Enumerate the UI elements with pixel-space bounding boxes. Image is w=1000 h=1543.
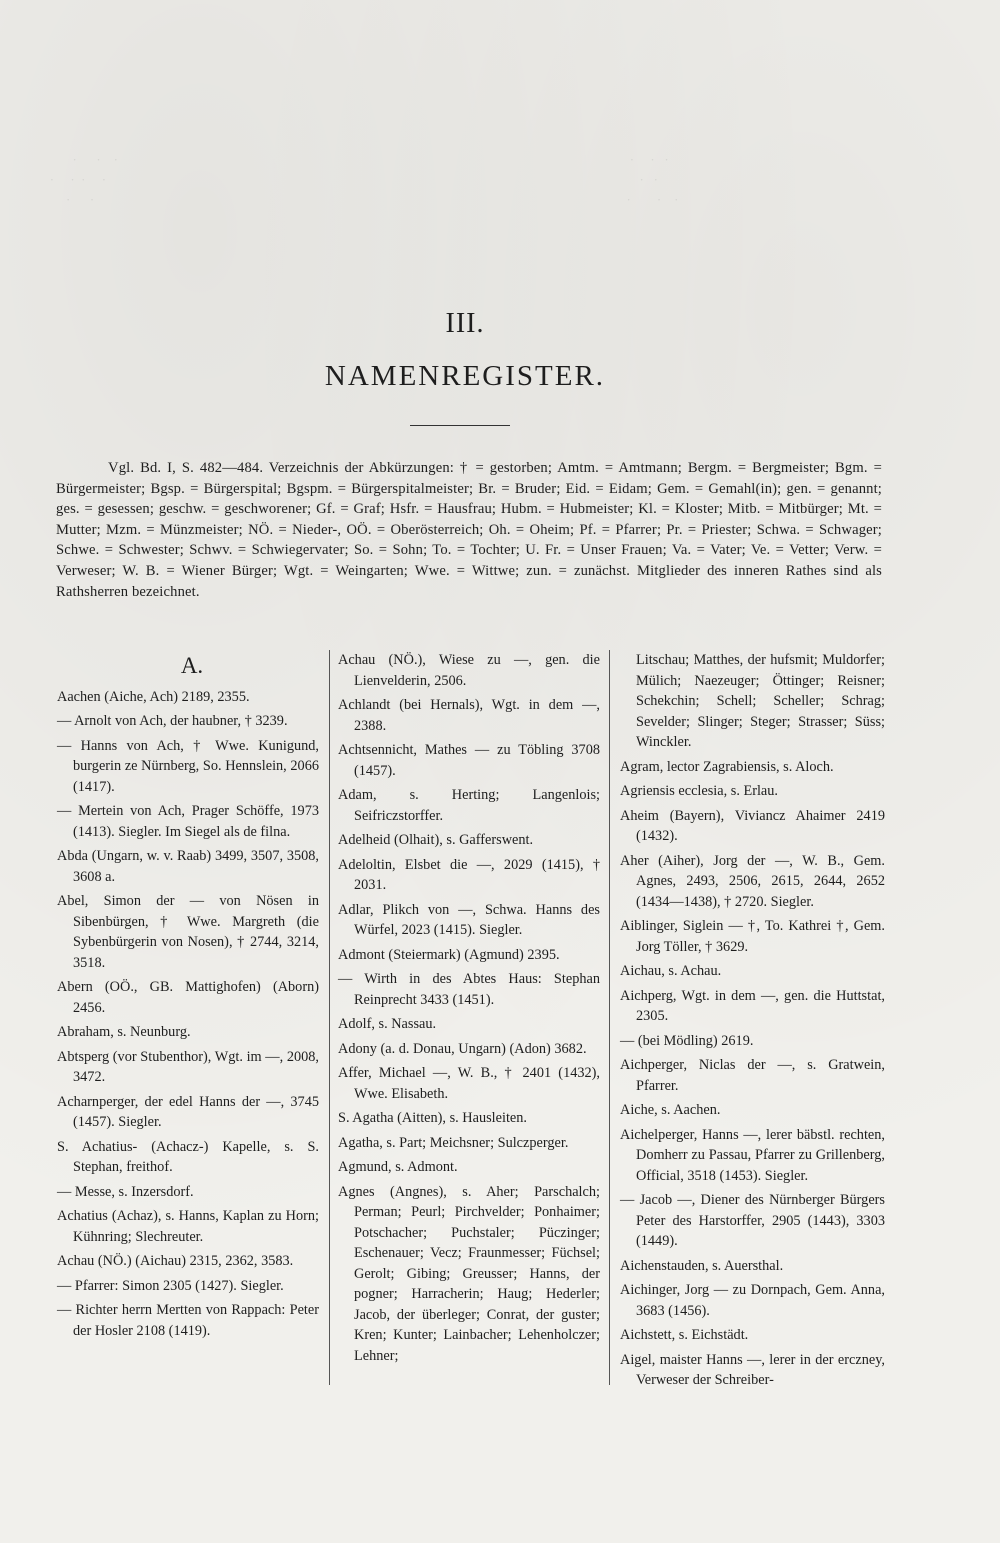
index-entry: Aichperg, Wgt. in dem —, gen. die Huttstat, 2305. xyxy=(620,987,885,1024)
index-entry: — Mertein von Ach, Prager Schöffe, 1973 (1413). Siegler. Im Siegel als de filna. xyxy=(57,803,319,840)
index-entry: Achau (NÖ.), Wiese zu —, gen. die Lienvelderin, 2506. xyxy=(338,652,600,689)
index-entry: Aher (Aiher), Jorg der —, W. B., Gem. Agnes, 2493, 2506, 2615, 2644, 2652 (1434—1438), † 2720. Siegler. xyxy=(620,852,885,910)
index-entry: Aichperger, Niclas der —, s. Gratwein, Pfarrer. xyxy=(620,1057,885,1094)
index-entry: Adlar, Plikch von —, Schwa. Hanns des Würfel, 2023 (1415). Siegler. xyxy=(338,901,600,938)
index-entry: Aichelperger, Hanns —, lerer bäbstl. rechten, Domherr zu Passau, Pfarrer zu Grillenberg, Official, 3518 (1453). Siegler. xyxy=(620,1126,885,1184)
index-entry: Agriensis ecclesia, s. Erlau. xyxy=(620,783,779,799)
index-entry: S. Agatha (Aitten), s. Hausleiten. xyxy=(338,1110,528,1126)
index-entry: Agram, lector Zagrabiensis, s. Aloch. xyxy=(620,758,834,775)
index-column-3 xyxy=(620,650,885,1395)
index-entry: Abda (Ungarn, w. v. Raab) 3499, 3507, 3508, 3608 a. xyxy=(57,848,319,885)
index-entry: — Jacob —, Diener des Nürnberger Bürgers Peter des Harstorffer, 2905 (1443), 3303 (1449). xyxy=(620,1192,885,1249)
index-entry: Abel, Simon der — von Nösen in Sibenbürgen, † Wwe. Margreth (die Sybenbürgerin von Nosen), † 2744, 3214, 3518. xyxy=(57,893,319,971)
index-entry: Aichstett, s. Eichstädt. xyxy=(620,1327,749,1343)
index-entry: Achlandt (bei Hernals), Wgt. in dem —, 2388. xyxy=(338,697,600,734)
index-entry: Adony (a. d. Donau, Ungarn) (Adon) 3682. xyxy=(338,1040,587,1057)
index-entry: Acharnperger, der edel Hanns der —, 3745 (1457). Siegler. xyxy=(57,1093,319,1130)
title-rule xyxy=(410,425,510,426)
column-divider xyxy=(609,650,610,1385)
index-entry: Achtsennicht, Mathes — zu Töbling 3708 (1457). xyxy=(338,742,600,779)
page-title: NAMENREGISTER. xyxy=(324,360,606,392)
index-entry: Aichau, s. Achau. xyxy=(620,963,722,979)
index-entry: Affer, Michael —, W. B., † 2401 (1432), Wwe. Elisabeth. xyxy=(338,1065,600,1102)
section-letter: A. xyxy=(180,653,204,678)
index-entry: Aichenstauden, s. Auersthal. xyxy=(620,1257,784,1274)
index-entry: Adolf, s. Nassau. xyxy=(338,1016,437,1032)
index-entry: Admont (Steiermark) (Agmund) 2395. xyxy=(338,946,560,963)
section-number: III. xyxy=(445,308,485,339)
index-entry: S. Achatius- (Achacz-) Kapelle, s. S. Stephan, freithof. xyxy=(57,1138,319,1175)
index-entry: — Arnolt von Ach, der haubner, † 3239. xyxy=(57,713,288,729)
index-entry: — Richter herrn Mertten von Rappach: Peter der Hosler 2108 (1419). xyxy=(57,1302,319,1339)
index-entry: Achatius (Achaz), s. Hanns, Kaplan zu Horn; Kühnring; Slechreuter. xyxy=(57,1208,319,1245)
index-entry: Adelheid (Olhait), s. Gafferswent. xyxy=(338,832,534,848)
index-entry: Abtsperg (vor Stubenthor), Wgt. im —, 2008, 3472. xyxy=(57,1048,319,1085)
column-divider xyxy=(329,650,330,1385)
index-entry: Adeloltin, Elsbet die —, 2029 (1415), † 2031. xyxy=(338,856,600,893)
index-entry: — Messe, s. Inzersdorf. xyxy=(57,1183,194,1200)
index-entry: — (bei Mödling) 2619. xyxy=(620,1032,754,1049)
index-entry: Abraham, s. Neunburg. xyxy=(57,1024,191,1040)
index-entry: Aiche, s. Aachen. xyxy=(620,1102,721,1118)
index-entry: Agatha, s. Part; Meichsner; Sulczperger. xyxy=(338,1134,569,1151)
index-entry: Agnes (Angnes), s. Aher; Parschalch; Perman; Peurl; Pirchvelder; Ponhaimer; Potschacher; Puchstaler; Püczinger; Eschenauer; Vecz; Fraunmesser; Füchsel; Gerolt; Gibing; Greusser; Hanns, der pogner; Harracherin; Haug; Hederler; Jacob, der überleger; Conrat, der guster; Kren; Kunter; Lainbacher; Lehenholczer; Lehner; xyxy=(338,1183,600,1364)
index-column-1 xyxy=(57,650,319,1345)
index-entry: Abern (OÖ., GB. Mattighofen) (Aborn) 2456. xyxy=(57,979,319,1016)
index-entry: Agmund, s. Admont. xyxy=(338,1159,458,1175)
index-entry: Aachen (Aiche, Ach) 2189, 2355. xyxy=(57,688,250,705)
index-entry: Aichinger, Jorg — zu Dornpach, Gem. Anna, 3683 (1456). xyxy=(620,1282,885,1319)
index-entry: Aiblinger, Siglein — †, To. Kathrei †, Gem. Jorg Töller, † 3629. xyxy=(620,918,885,955)
index-entry: Aheim (Bayern), Viviancz Ahaimer 2419 (1432). xyxy=(620,807,885,844)
index-entry: Litschau; Matthes, der hufsmit; Muldorfer; Mülich; Naezeuger; Öttinger; Reisner; Schekchin; Schell; Scheller; Schrag; Sevelder; Slinger; Steger; Strasser; Süss; Winckler. xyxy=(636,652,885,750)
abbreviation-intro: Vgl. Bd. I, S. 482—484. Verzeichnis der Abkürzungen: † = gestorben; Amtm. = Amtmann; Bergm. = Bergmeister; Bgm. = Bürgermeister; Bgsp. = Bürgerspital; Bgspm. = Bürgerspitalmeister; Br. = Bruder; Eid. = Eidam; Gem. = Gemahl(in); gen. = genannt; ges. = gesessen; geschw. = geschworener; Gf. = Graf; Hsfr. = Hausfrau; Hubm. = Hubmeister; Kl. = Kloster; Mitb. = Mitbürger; Mt. = Mutter; Mzm. = Münzmeister; NÖ. = Nieder-, OÖ. = Oberösterreich; Oh. = Oheim; Pf. = Pfarrer; Pr. = Priester; Schwa. = Schwager; Schwe. = Schwester; Schwv. = Schwiegervater; So. = Sohn; To. = Tochter; U. Fr. = Unser Frauen; Va. = Vater; Ve. = Vetter; Verw. = Verweser; W. B. = Wiener Bürger; Wgt. = Weingarten; Wwe. = Wittwe; zun. = zunächst. Mitglieder des inneren Rathes sind als Rathsherren bezeichnet. xyxy=(56,460,882,600)
index-entry: — Pfarrer: Simon 2305 (1427). Siegler. xyxy=(57,1277,284,1294)
index-entry: Adam, s. Herting; Langenlois; Seifriczstorffer. xyxy=(338,787,600,824)
index-entry: — Hanns von Ach, † Wwe. Kunigund, burgerin ze Nürnberg, So. Hennslein, 2066 (1417). xyxy=(57,737,319,795)
index-column-2 xyxy=(338,650,600,1370)
index-entry: — Wirth in des Abtes Haus: Stephan Reinprecht 3433 (1451). xyxy=(338,971,600,1008)
index-entry: Aigel, maister Hanns —, lerer in der erczney, Verweser der Schreiber- xyxy=(620,1351,885,1388)
index-entry: Achau (NÖ.) (Aichau) 2315, 2362, 3583. xyxy=(57,1253,294,1269)
